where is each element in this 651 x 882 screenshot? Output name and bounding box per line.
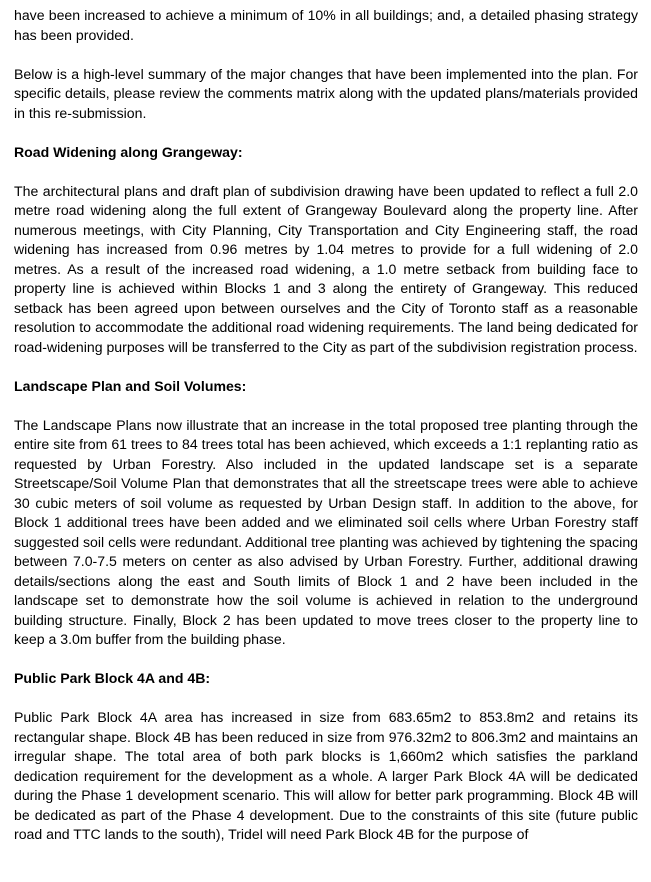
paragraph-spacer [14, 689, 638, 709]
paragraph-spacer [14, 650, 638, 670]
paragraph-spacer [14, 45, 638, 65]
section-heading-landscape-plan: Landscape Plan and Soil Volumes: [14, 377, 247, 394]
section-heading-road-widening: Road Widening along Grangeway: [14, 143, 243, 160]
summary-paragraph: Below is a high-level summary of the major changes that have been implemented into the plan. For specific details, please review the comments matrix along with the updated plans/materials provided in this re-submission. [14, 65, 638, 121]
section-heading-public-park: Public Park Block 4A and 4B: [14, 670, 211, 686]
document-page [14, 6, 638, 845]
section-body-landscape-plan: The Landscape Plans now illustrate that an increase in the total proposed tree planting through the entire site from 61 trees to 84 trees total has been achieved, which exceeds a 1:1 replanting ratio as requested by Urban Forestry. Also included in the updated landscape set is a separate Streetscape/Soil Volume Plan that demonstrates that all the streetscape trees were able to achieve 30 cubic meters of soil volume as requested by Urban Design staff. In addition to the above, for Block 1 additional trees have been added and we eliminated soil cells where Urban Forestry staff suggested soil cells were redundant. Additional tree planting was achieved by tightening the spacing between 7.0-7.5 meters on center as also advised by Urban Forestry. Further, additional drawing details/sections along the east and South limits of Block 1 and 2 have been included in the landscape set to demonstrate how the soil volume is achieved in relation to the underground building structure. Finally, Block 2 has been updated to move trees closer to the property line to keep a 3.0m buffer from the building phase. [14, 416, 638, 647]
paragraph-spacer [14, 162, 638, 182]
section-body-public-park: Public Park Block 4A area has increased in size from 683.65m2 to 853.8m2 and retains its rectangular shape. Block 4B has been reduced in size from 976.32m2 to 806.3m2 and maintains an irregular shape. The total area of both park blocks is 1,660m2 which satisfies the parkland dedication requirement for the development as a whole. A larger Park Block 4A will be dedicated during the Phase 1 development scenario. This will allow for better park programming. Block 4B will be dedicated as part of the Phase 4 development. Due to the constraints of this site (future public road and TTC lands to the south), Tridel will need Park Block 4B for the purpose of [14, 709, 638, 842]
paragraph-spacer [14, 357, 638, 377]
paragraph-spacer [14, 123, 638, 143]
paragraph-spacer [14, 396, 638, 416]
section-body-road-widening: The architectural plans and draft plan of subdivision drawing have been updated to reflect a full 2.0 metre road widening along the full extent of Grangeway Boulevard along the property line. After numerous meetings, with City Planning, City Transportation and City Engineering staff, the road widening has increased from 0.96 metres by 1.04 metres to provide for a full widening of 2.0 metres. As a result of the increased road widening, a 1.0 metre setback from building face to property line is achieved within Blocks 1 and 3 along the entirety of Grangeway. This reduced setback has been agreed upon between ourselves and the City of Toronto staff as a reasonable resolution to accommodate the additional road widening requirements. The land being dedicated for road-widening purposes will be transferred to the City as part of the subdivision registration process. [14, 182, 638, 355]
intro-continuation-paragraph: have been increased to achieve a minimum of 10% in all buildings; and, a detailed phasing strategy has been provided. [14, 7, 638, 43]
